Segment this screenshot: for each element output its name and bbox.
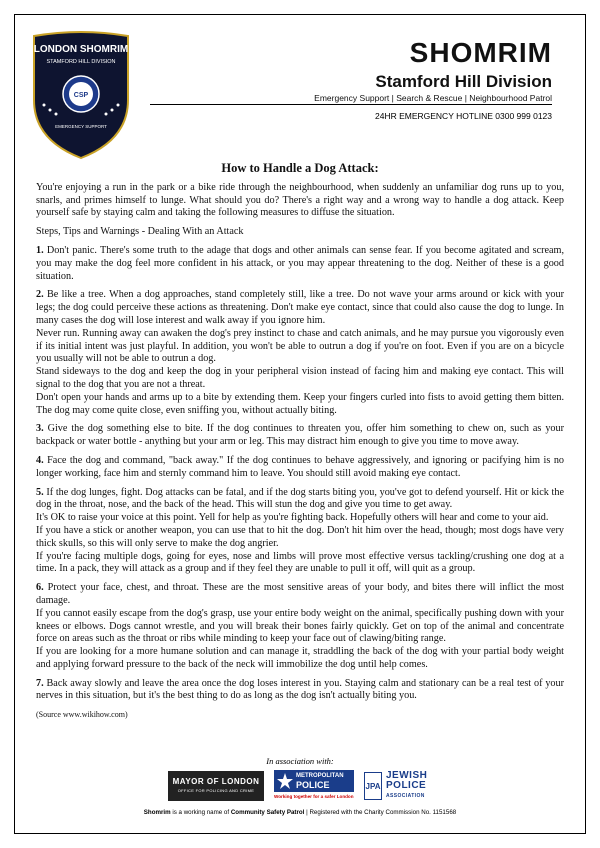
footer-entity: Community Safety Patrol [230, 809, 305, 816]
division-name: Stamford Hill Division [375, 72, 552, 91]
step-text: Don't open your hands and arms up to a bite by extending them. Keep your fingers curled into fists to avoid getting them bitten. The dog may come quite close, even sniffing you, without actually biting. [36, 391, 564, 416]
step-paragraph [36, 455, 564, 481]
jpa-line3: ASSOCIATION [386, 793, 425, 799]
step-paragraph [36, 582, 564, 608]
jpa-text [386, 771, 427, 801]
step-paragraph [36, 366, 564, 392]
source-citation: (Source www.wikihow.com) [36, 710, 128, 720]
jpa-logo [364, 770, 427, 802]
partner-logos [168, 770, 427, 802]
footer-pre: is a working name of [172, 809, 230, 816]
step-paragraph [36, 487, 564, 513]
step-text: If you cannot easily escape from the dog's grasp, use your entire body weight on the animal, specifically pushing down with your knees or elbows. Dogs cannot wrestle, and you will break their bones fairly quickly. Get on top of the animal and concentrate force on areas such as the throat or ribs while minding to keep your face out of clawing/biting range. [36, 607, 564, 645]
mayor-of-london-logo [168, 771, 264, 801]
step-number: 4. [36, 454, 44, 466]
jpa-line2: POLICE [386, 780, 427, 791]
article-title: How to Handle a Dog Attack: [221, 161, 379, 175]
step-text: Never run. Running away can awaken the dog's prey instinct to chase and catch animals, and he may pursue you vigorously even if its initial intent was just playful. In addition, you won't be able to outrun a dog if you're on foot. Even if you are on a bicycle you usually will not be able to outrun a dog. [36, 327, 564, 365]
step-text: If you have a stick or another weapon, you can use that to hit the dog. Don't hit him over the head, though; most dogs have very thick skulls, so this will only serve to make the dog angrier. [36, 524, 564, 549]
step-number: 1. [36, 244, 44, 256]
jpa-mark: JPA [364, 772, 382, 800]
header-brand [314, 38, 552, 104]
step-number: 7. [36, 677, 44, 689]
footer-registration [0, 809, 600, 816]
met-crest-icon [277, 773, 293, 789]
step-number: 6. [36, 582, 44, 594]
step-text: Be like a tree. When a dog approaches, stand completely still, like a tree. Do not wave your arms around or kick with your legs; the dog could perceive these actions as threatening. Don't make eye contact, since that could also cause the dog to lunge. In many cases the dog will lose interest and walk away if you ignore him. [36, 289, 564, 326]
step-text: Stand sideways to the dog and keep the dog in your peripheral vision instead of facing him and making eye contact. This will signal to the dog that you are not a threat. [36, 366, 564, 390]
step-paragraph [36, 512, 564, 525]
article [36, 162, 564, 722]
step-paragraph [36, 392, 564, 418]
step-text: Don't panic. There's some truth to the adage that dogs and other animals can sense fear. If you become agitated and scream, you may make the dog feel more confident in his attack, or you may appear threatening to the dog. Neither of these is a good situation. [36, 244, 565, 282]
article-subhead: Steps, Tips and Warnings - Dealing With an Attack [36, 226, 244, 238]
steps-list [36, 245, 564, 703]
step-paragraph [36, 678, 564, 704]
services-line: Emergency Support | Search & Rescue | Neighbourhood Patrol [314, 93, 552, 103]
step-paragraph [36, 525, 564, 551]
step-paragraph [36, 245, 564, 283]
step-text: Back away slowly and leave the area once the dog loses interest in you. Staying calm and stationary can be a real test of your nerves in this situation, but it's the best thing to do as long as the dog isn't actually biting you. [36, 677, 564, 702]
shomrim-badge-logo [28, 30, 134, 160]
met-top-text: METROPOLITAN [296, 773, 344, 779]
mayor-title: MAYOR OF LONDON [172, 777, 260, 786]
footer-org: Shomrim [143, 809, 171, 816]
step-number: 2. [36, 289, 44, 301]
step-text: Protect your face, chest, and throat. These are the most sensitive areas of your body, and bites there will inflict the most damage. [36, 582, 565, 606]
met-police-box [274, 770, 354, 792]
met-tagline: Working together for a safer London [274, 794, 354, 799]
step-text: If you are looking for a more humane solution and can manage it, straddling the back of the dog with your partial body weight and applying forward pressure to the back of the neck will immobilize the dog until help comes. [36, 646, 564, 670]
step-text: It's OK to raise your voice at this point. Yell for help as you're fighting back. Hopefully others will hear and come to your aid. [36, 512, 549, 524]
step-paragraph [36, 646, 564, 672]
step-paragraph [36, 289, 564, 327]
jpa-line1: JEWISH [386, 770, 428, 781]
association-label: In association with: [266, 756, 334, 766]
mayor-subtitle: OFFICE FOR POLICING AND CRIME [177, 788, 255, 793]
met-police-logo [274, 770, 354, 802]
step-text: Face the dog and command, "back away." If the dog continues to behave aggressively, and ignoring or pacifying him is no longer working, face him and sternly command him to leave. You should still avoid making eye contact. [36, 454, 565, 479]
badge-title: LONDON SHOMRIM [33, 44, 129, 55]
step-paragraph [36, 328, 564, 366]
step-paragraph [36, 608, 564, 646]
badge-bottom: EMERGENCY SUPPORT [55, 124, 107, 129]
step-number: 5. [36, 486, 44, 498]
step-number: 3. [36, 423, 44, 435]
badge-center: CSP [73, 92, 89, 99]
met-police-text: POLICE [296, 780, 330, 790]
emergency-hotline: 24HR EMERGENCY HOTLINE 0300 999 0123 [374, 111, 552, 121]
article-intro: You're enjoying a run in the park or a bike ride through the neighbourhood, when suddenly an unfamiliar dog runs up to you, snarls, and primes himself to lunge. What should you do? There's a right way and a wrong way to handle a dog attack. Keep yourself safe by staying calm and taking the following measures to diffuse the situation. [36, 181, 564, 219]
step-text: Give the dog something else to bite. If the dog continues to threaten you, offer him something to chew on, such as your backpack or water bottle - anything but your arm or leg. This may distract him enough to give you time to move away. [36, 423, 564, 448]
header-divider [150, 104, 552, 105]
org-name: SHOMRIM [409, 37, 552, 68]
footer-post: | Registered with the Charity Commission No. 1151568 [306, 809, 457, 816]
step-paragraph [36, 423, 564, 449]
step-text: If you're facing multiple dogs, going for eyes, nose and limbs will prove most effective versus tackling/crushing one dog at a time. In a pack, they will attack as a group and if they feel they are unable to pull it off, will quit as a group. [36, 550, 564, 575]
badge-subtitle: STAMFORD HILL DIVISION [46, 59, 116, 65]
step-text: If the dog lunges, fight. Dog attacks can be fatal, and if the dog starts biting you, you've got to defend yourself. Hit or kick the dog in the throat, nose, and the back of the head. This will stun the dog and give you time to get away. [36, 486, 565, 511]
step-paragraph [36, 551, 564, 577]
